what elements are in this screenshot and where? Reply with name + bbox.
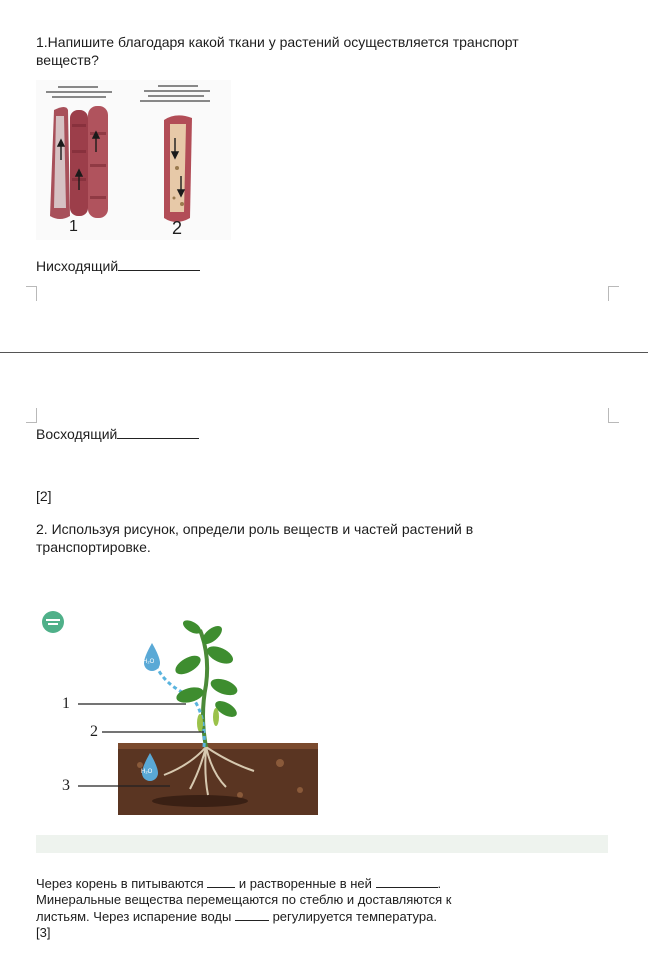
pointer-label-3: 3 bbox=[62, 777, 70, 794]
ascending-answer bbox=[36, 425, 199, 443]
question-1-line2: веществ? bbox=[36, 52, 99, 68]
page-break bbox=[0, 352, 648, 353]
question-2-text bbox=[36, 520, 636, 556]
crop-mark bbox=[608, 286, 619, 301]
question-1-text bbox=[36, 33, 636, 69]
descending-label: Нисходящий bbox=[36, 258, 119, 274]
pointer-label-1: 1 bbox=[62, 695, 70, 712]
fill-line-2: Минеральные вещества перемещаются по стеблю и доставляются к bbox=[36, 892, 452, 907]
question-2-line2: транспортировке. bbox=[36, 539, 151, 555]
drop-label-bottom: H₂O bbox=[141, 769, 153, 775]
crop-mark bbox=[608, 408, 619, 423]
tissue-illustration bbox=[36, 80, 231, 240]
separator-band bbox=[36, 835, 608, 853]
ascending-label: Восходящий bbox=[36, 426, 118, 442]
descending-blank[interactable] bbox=[118, 258, 200, 271]
fill-line-1: Через корень в питываются и растворенные в ней . bbox=[36, 876, 442, 891]
crop-mark bbox=[26, 286, 37, 301]
question-1-line1: 1.Напишите благодаря какой ткани у растений осуществляется транспорт bbox=[36, 34, 519, 50]
fill-blank-1[interactable] bbox=[207, 875, 235, 888]
descending-answer bbox=[36, 257, 200, 275]
plant-figure bbox=[40, 605, 330, 820]
crop-mark bbox=[26, 408, 37, 423]
figure-number-2: 2 bbox=[172, 218, 183, 238]
question-2-score: [3] bbox=[36, 925, 51, 940]
fill-blank-3[interactable] bbox=[235, 908, 269, 921]
fill-blank-2[interactable] bbox=[376, 875, 438, 888]
ascending-blank[interactable] bbox=[117, 426, 199, 439]
fill-in-text bbox=[36, 875, 626, 941]
question-1-score: [2] bbox=[36, 488, 52, 504]
fill-line-3: листьям. Через испарение воды регулируется температура. bbox=[36, 909, 437, 924]
pointer-label-2: 2 bbox=[90, 723, 98, 740]
plant-illustration bbox=[40, 605, 330, 820]
question-2-line1: 2. Используя рисунок, определи роль веществ и частей растений в bbox=[36, 521, 474, 537]
figure-number-1: 1 bbox=[69, 218, 78, 235]
drop-label-top: H₂O bbox=[143, 659, 155, 665]
tissue-figure bbox=[36, 80, 231, 240]
